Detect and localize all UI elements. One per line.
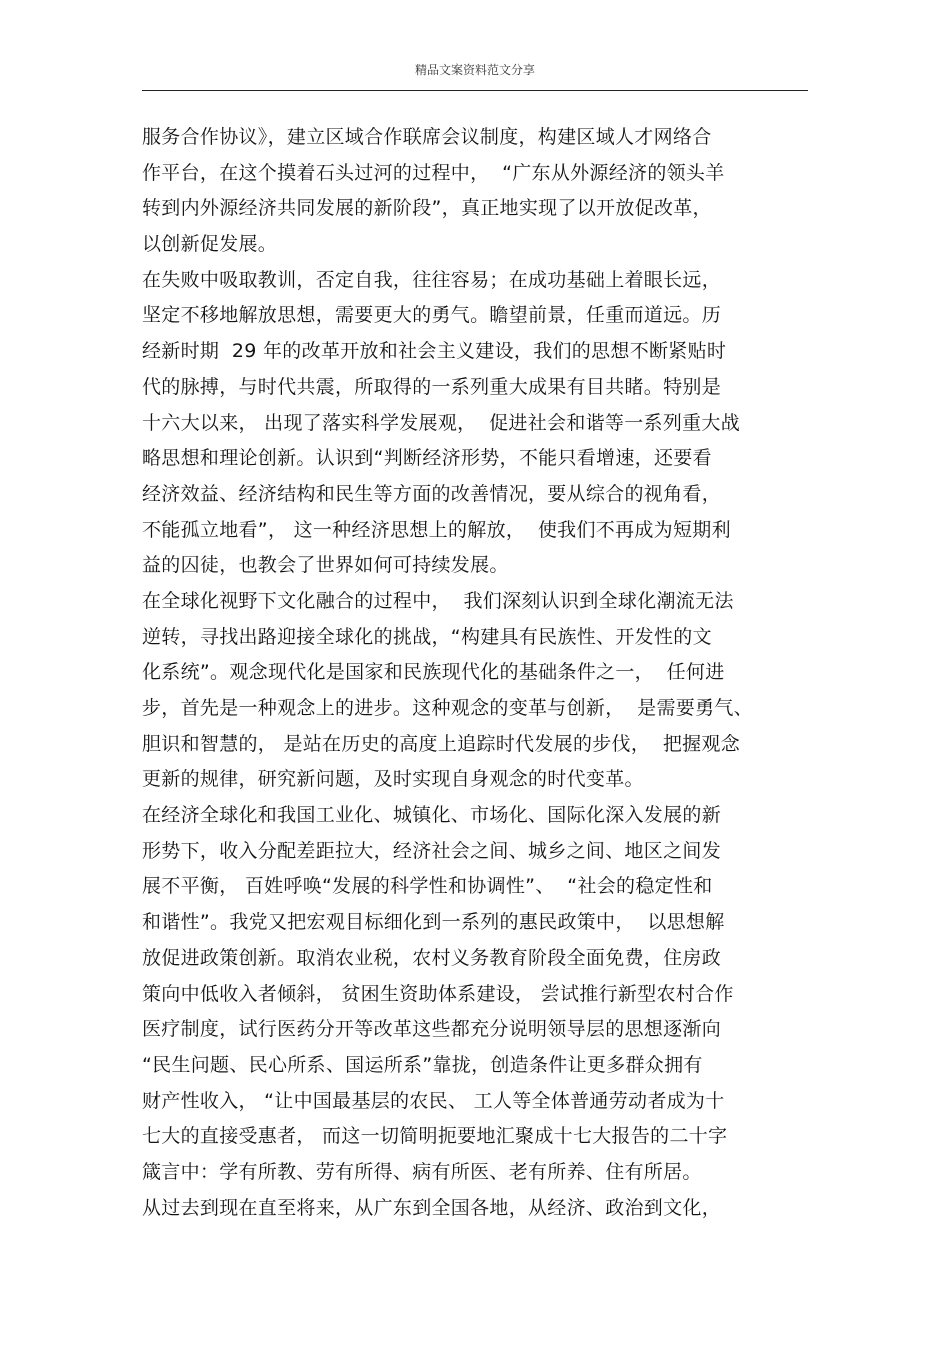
- header-divider: [142, 90, 808, 91]
- text-line: 经济效益、经济结构和民生等方面的改善情况，要从综合的视角看，: [142, 482, 722, 505]
- text-line: “民生问题、民心所系、国运所系”靠拢，创造条件让更多群众拥有: [142, 1053, 703, 1076]
- text-line: 以创新促发展。: [142, 233, 278, 256]
- text-line: 经新时期 29 年的改革开放和社会主义建设，我们的思想不断紧贴时: [142, 340, 727, 363]
- text-line: 箴言中：学有所教、劳有所得、病有所医、老有所养、住有所居。: [142, 1160, 702, 1183]
- text-line: 在全球化视野下文化融合的过程中， 我们深刻认识到全球化潮流无法: [142, 589, 734, 612]
- text-line: 形势下，收入分配差距拉大，经济社会之间、城乡之间、地区之间发: [142, 839, 722, 862]
- text-line: 展不平衡， 百姓呼唤“发展的科学性和协调性”、 “社会的稳定性和: [142, 875, 713, 898]
- text-line: 作平台，在这个摸着石头过河的过程中， “广东从外源经济的领头羊: [142, 161, 725, 184]
- text-line: 服务合作协议》，建立区域合作联席会议制度，构建区域人才网络合: [142, 126, 712, 148]
- text-line: 代的脉搏，与时代共震，所取得的一系列重大成果有目共睹。特别是: [142, 375, 722, 398]
- text-line: 放促进政策创新。取消农业税，农村义务教育阶段全面免费，住房政: [142, 946, 722, 969]
- text-line: 化系统”。观念现代化是国家和民族现代化的基础条件之一， 任何进: [142, 661, 725, 684]
- text-line: 更新的规律，研究新问题，及时实现自身观念的时代变革。: [142, 768, 644, 791]
- text-line: 坚定不移地解放思想，需要更大的勇气。瞻望前景，任重而道远。历: [142, 304, 722, 327]
- text-line: 不能孤立地看”， 这一种经济思想上的解放， 使我们不再成为短期利: [142, 518, 731, 541]
- text-line: 从过去到现在直至将来，从广东到全国各地，从经济、政治到文化，: [142, 1196, 722, 1219]
- text-line: 益的囚徒，也教会了世界如何可持续发展。: [142, 554, 509, 577]
- text-line: 在失败中吸取教训，否定自我，往往容易；在成功基础上着眼长远，: [142, 268, 722, 291]
- text-line: 策向中低收入者倾斜， 贫困生资助体系建设， 尝试推行新型农村合作: [142, 982, 734, 1005]
- text-line: 十六大以来， 出现了落实科学发展观， 促进社会和谐等一系列重大战: [142, 411, 741, 434]
- text-line: 医疗制度，试行医药分开等改革这些都充分说明领导层的思想逐渐向: [142, 1018, 722, 1041]
- text-line: 财产性收入， “让中国最基层的农民、 工人等全体普通劳动者成为十: [142, 1089, 725, 1112]
- text-line: 胆识和智慧的， 是站在历史的高度上追踪时代发展的步伐， 把握观念: [142, 732, 741, 755]
- document-body: [142, 120, 808, 1226]
- text-line: 在经济全球化和我国工业化、城镇化、市场化、国际化深入发展的新: [142, 804, 722, 827]
- text-line: 和谐性”。我党又把宏观目标细化到一系列的惠民政策中， 以思想解: [142, 911, 725, 934]
- text-line: 步，首先是一种观念上的进步。这种观念的变革与创新， 是需要勇气、: [142, 697, 753, 719]
- page-header: 精品文案资料范文分享: [414, 63, 535, 77]
- text-line: 七大的直接受惠者， 而这一切简明扼要地汇聚成十七大报告的二十字: [142, 1125, 728, 1148]
- text-line: 转到内外源经济共同发展的新阶段”，真正地实现了以开放促改革，: [142, 197, 712, 220]
- text-line: 略思想和理论创新。认识到“判断经济形势，不能只看增速，还要看: [142, 447, 712, 470]
- text-line: 逆转，寻找出路迎接全球化的挑战，“构建具有民族性、开发性的文: [142, 625, 712, 648]
